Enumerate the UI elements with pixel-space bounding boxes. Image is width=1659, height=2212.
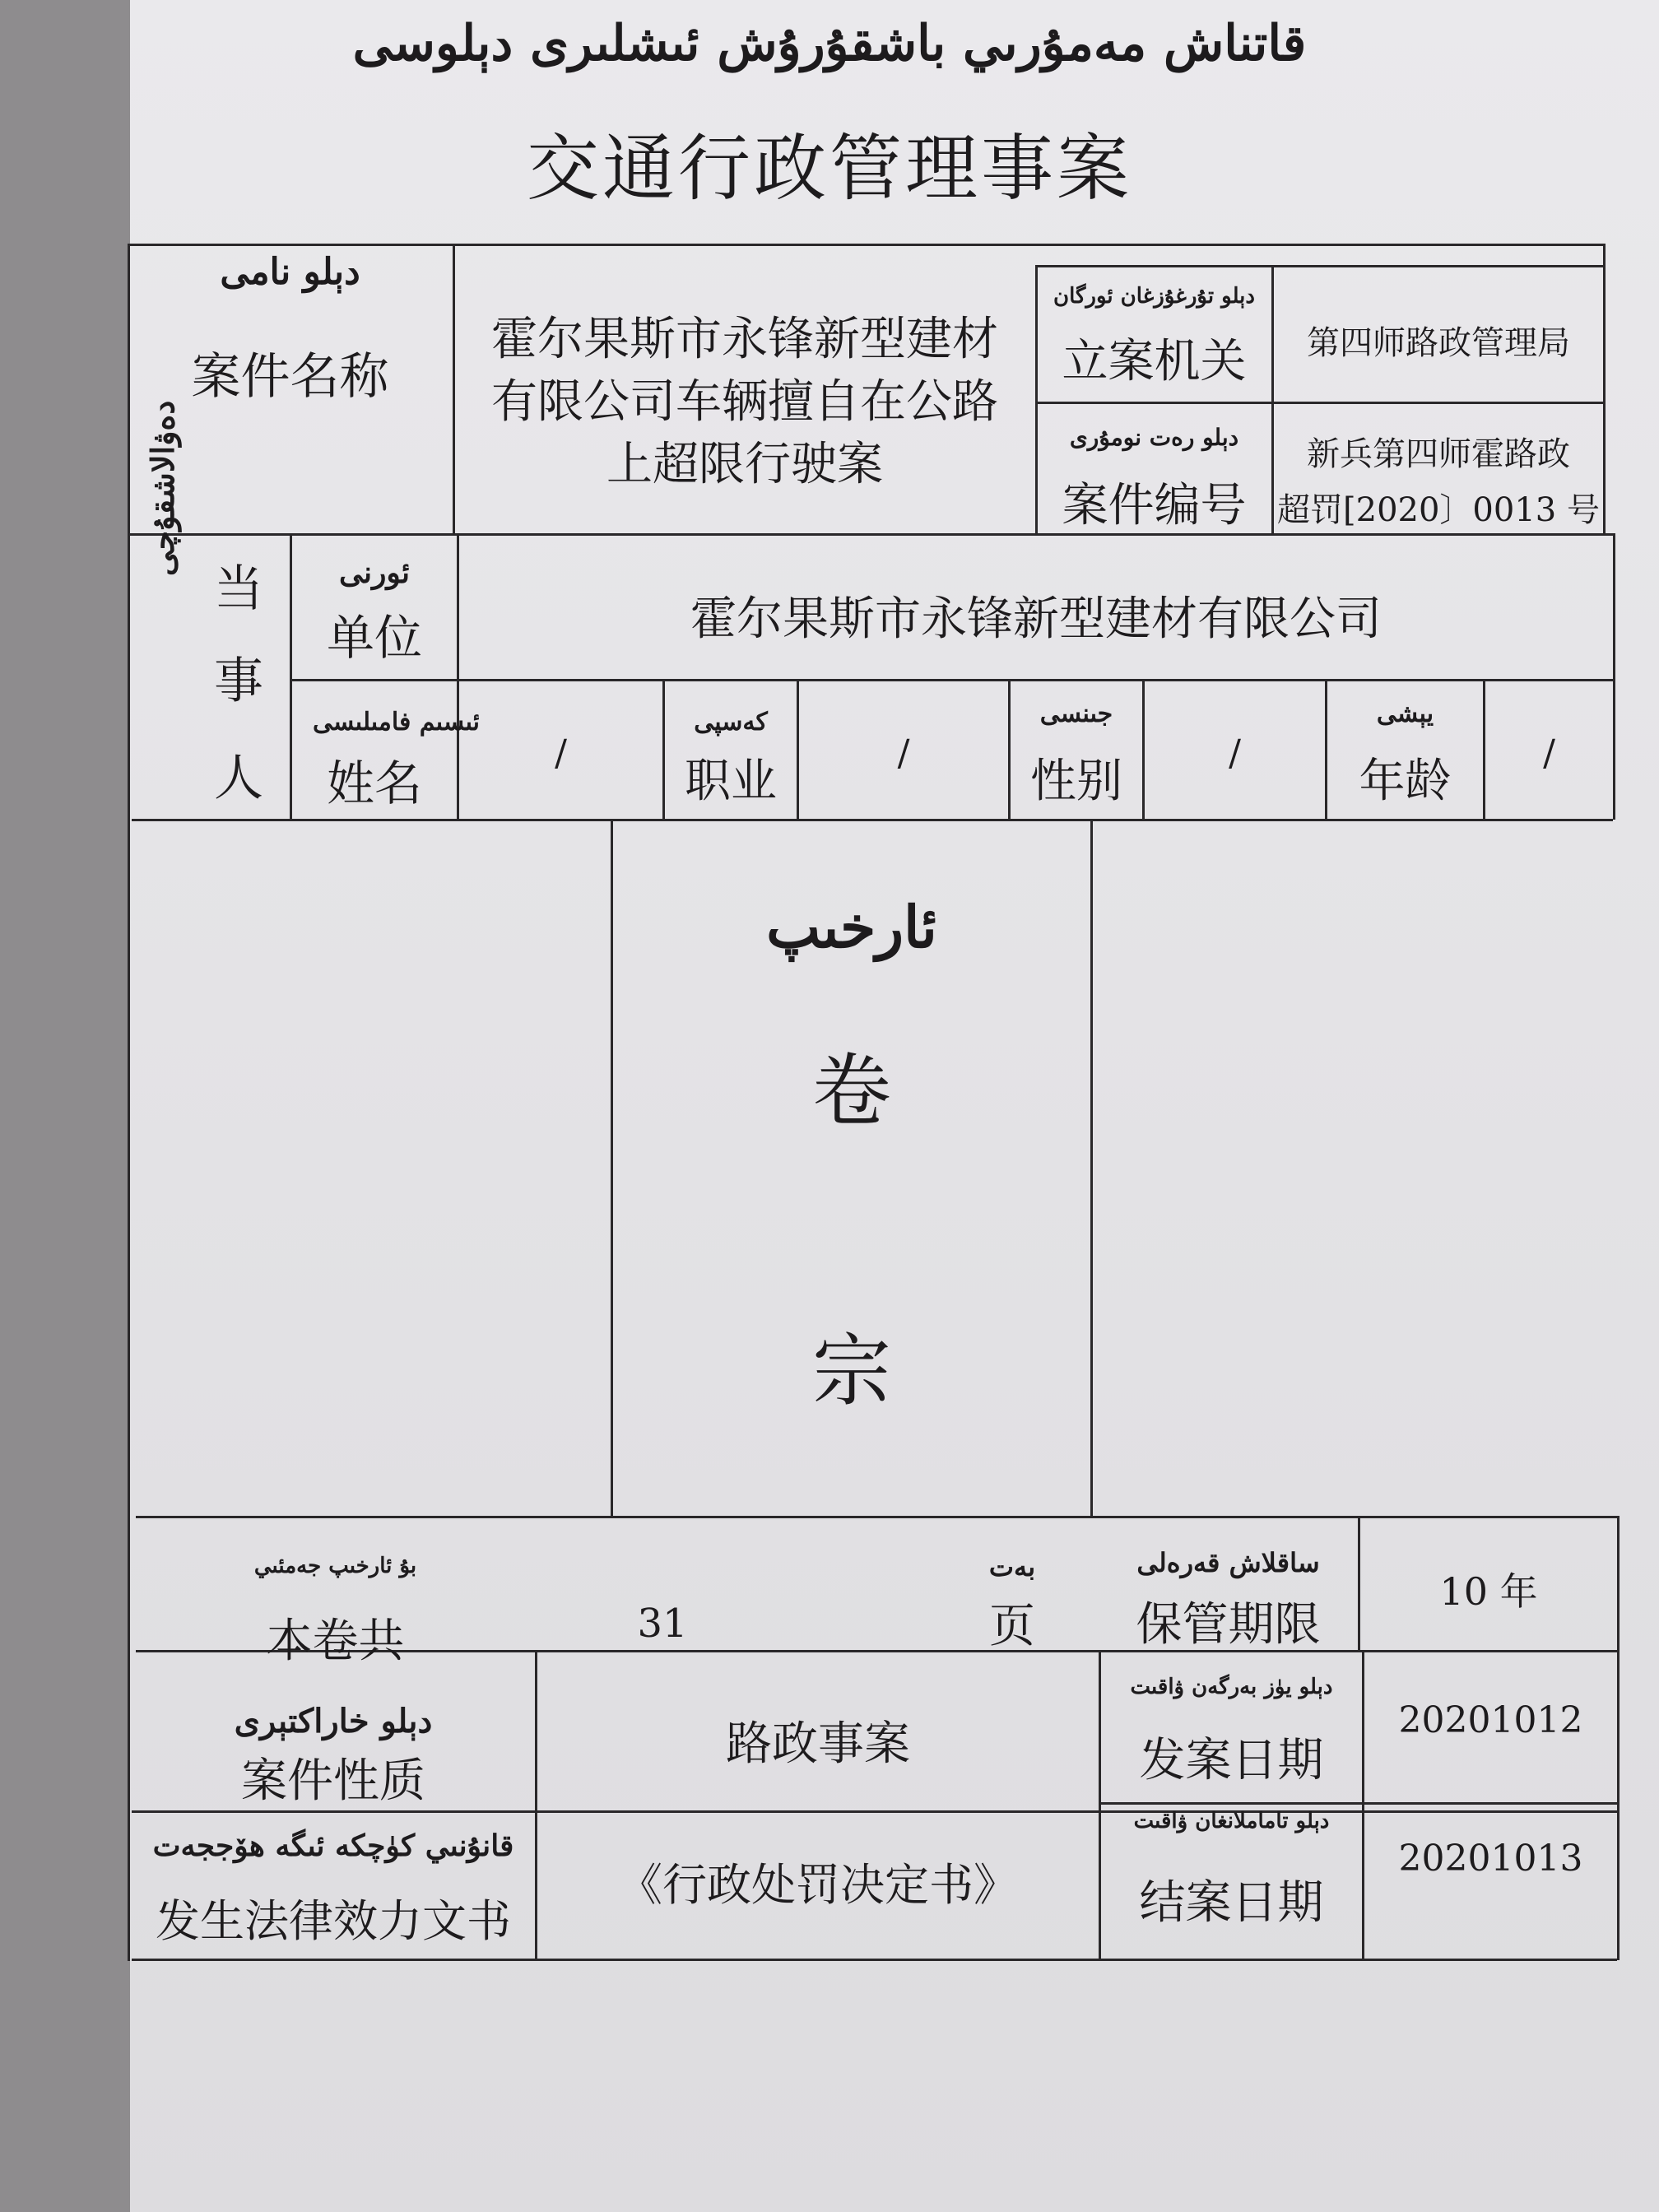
case-number-value-line1: 新兵第四师霍路政: [1307, 435, 1570, 473]
archive-label-ug: ئارخىپ: [766, 893, 937, 961]
volume-label-ug: بۇ ئارخىپ جەمئىي: [253, 1554, 417, 1578]
unit-label: 单位: [326, 610, 422, 666]
title-uyghur: قاتناش مەمۇرىي باشقۇرۇش ئىشلىرى دېلوسى: [352, 15, 1307, 72]
archive-char-1: 卷: [812, 1045, 891, 1137]
unit-label-ug: ئورنى: [338, 555, 411, 590]
issue-date-value: 20201012: [1398, 1699, 1583, 1741]
nature-value: 路政事案: [726, 1717, 910, 1771]
filing-authority-label-ug: دېلو تۇرغۇزغان ئورگان: [1053, 284, 1255, 309]
issue-date-label: 发案日期: [1139, 1734, 1324, 1787]
party-label-char-2: 事: [214, 653, 263, 710]
archive-char-2: 宗: [812, 1325, 891, 1417]
party-label-char-1: 当: [214, 560, 263, 618]
name-label: 姓名: [326, 755, 422, 811]
volume-unit: 页: [989, 1600, 1035, 1653]
gender-label-ug: جىنسى: [1039, 699, 1113, 728]
party-label-ug: دەۋالاشقۇچى: [144, 400, 181, 576]
case-name-label: 案件名称: [191, 348, 389, 406]
case-number-label: 案件编号: [1062, 479, 1247, 532]
name-label-ug: ئىسىم فامىلىسى: [313, 708, 480, 737]
volume-pages-value: 31: [637, 1601, 688, 1647]
nature-label: 案件性质: [241, 1754, 425, 1808]
case-number-label-ug: دېلو رەت نومۇرى: [1069, 424, 1239, 451]
nature-label-ug: دېلو خاراكتېرى: [234, 1702, 433, 1740]
case-name-label-ug: دېلو نامى: [220, 251, 360, 293]
effective-doc-label: 发生法律效力文书: [156, 1895, 511, 1947]
effective-doc-value: 《行政处罚决定书》: [618, 1859, 1018, 1911]
gender-label: 性别: [1030, 755, 1122, 808]
issue-date-label-ug: دېلو يۈز بەرگەن ۋاقىت: [1130, 1675, 1333, 1699]
age-value: /: [1543, 732, 1555, 774]
volume-label: 本卷共: [266, 1615, 405, 1668]
retention-label: 保管期限: [1136, 1598, 1321, 1652]
close-date-label-ug: دېلو تاماملانغان ۋاقىت: [1133, 1809, 1330, 1833]
filing-authority-label: 立案机关: [1062, 335, 1247, 388]
job-label-ug: كەسپى: [694, 708, 768, 737]
unit-value: 霍尔果斯市永锋新型建材有限公司: [690, 592, 1382, 646]
case-name-value: 霍尔果斯市永锋新型建材 有限公司车辆擅自在公路 上超限行驶案: [491, 313, 998, 491]
party-label-char-3: 人: [214, 750, 263, 807]
gender-value: /: [1229, 732, 1241, 774]
title-chinese: 交通行政管理事案: [526, 126, 1132, 211]
job-label: 职业: [685, 755, 777, 808]
age-label-ug: يېشى: [1376, 699, 1434, 728]
retention-label-ug: ساقلاش قەرەلى: [1136, 1547, 1320, 1578]
name-value: /: [555, 732, 567, 774]
filing-authority-value: 第四师路政管理局: [1307, 324, 1570, 362]
effective-doc-label-ug: قانۇنىي كۈچكە ئىگە ھۆججەت: [152, 1829, 514, 1863]
retention-value: 10 年: [1439, 1569, 1538, 1614]
close-date-label: 结案日期: [1139, 1876, 1324, 1930]
close-date-value: 20201013: [1398, 1838, 1583, 1880]
case-number-value-line2: 超罚[2020〕0013 号: [1277, 491, 1600, 529]
age-label: 年龄: [1359, 755, 1452, 808]
volume-unit-ug: بەت: [988, 1551, 1036, 1582]
job-value: /: [897, 732, 910, 774]
